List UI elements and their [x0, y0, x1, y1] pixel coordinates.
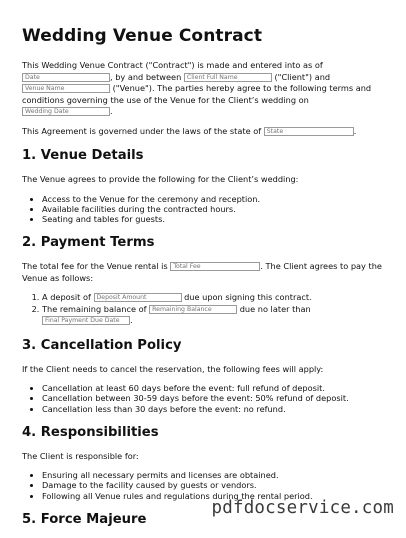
list-item: • Cancellation less than 30 days before the event: no refund. — [42, 404, 388, 414]
responsibilities-list — [22, 470, 388, 501]
date-field[interactable] — [22, 73, 110, 82]
intro-text-2: , by and between — [110, 71, 182, 82]
list-item: • Damage to the facility caused by guests or vendors. — [42, 480, 388, 490]
payment-schedule-list — [22, 292, 388, 327]
section-3-heading: 3. Cancellation Policy — [22, 337, 182, 353]
contract-page — [22, 26, 388, 538]
section-5-heading: 5. Force Majeure — [22, 511, 147, 527]
payment-paragraph — [22, 261, 388, 284]
client-name-field[interactable] — [184, 73, 272, 82]
list-item — [42, 304, 388, 327]
governing-text-2: . — [353, 125, 357, 136]
watermark: pdfdocservice.com — [211, 498, 394, 518]
final-payment-date-field[interactable] — [42, 316, 130, 325]
payment-text-1: The total fee for the Venue rental is — [22, 261, 168, 272]
list-item — [42, 292, 388, 304]
deposit-text-1: A deposit of — [42, 292, 91, 303]
payment-text-2: . The Client agrees to pay the Venue as follows: — [22, 261, 382, 283]
governing-law-paragraph — [22, 126, 388, 138]
section-1-heading: 1. Venue Details — [22, 148, 144, 163]
balance-text-3: . — [130, 315, 133, 326]
intro-text-1: This Wedding Venue Contract ("Contract") is made and entered into as of — [22, 60, 323, 70]
wedding-date-field[interactable] — [22, 107, 110, 116]
deposit-amount-field[interactable] — [94, 293, 182, 302]
balance-text-1: The remaining balance of — [42, 303, 147, 314]
list-item: • Cancellation between 30-59 days before the event: 50% refund of deposit. — [42, 393, 388, 403]
intro-text-5: . — [110, 106, 113, 116]
deposit-text-2: due upon signing this contract. — [184, 292, 312, 303]
intro-paragraph — [22, 60, 388, 118]
document-title: Wedding Venue Contract — [22, 26, 263, 46]
cancellation-list — [22, 383, 388, 414]
intro-text-3: ("Client") and — [274, 71, 331, 82]
total-fee-field[interactable] — [170, 262, 260, 271]
list-item: • Available facilities during the contracted hours. — [42, 204, 388, 214]
venue-name-field[interactable] — [22, 84, 110, 93]
list-item: • Ensuring all necessary permits and licenses are obtained. — [42, 470, 388, 480]
section-2-heading: 2. Payment Terms — [22, 235, 155, 251]
section-3-lead: If the Client needs to cancel the reservation, the following fees will apply: — [22, 363, 324, 374]
section-1-lead: The Venue agrees to provide the following for the Client’s wedding: — [22, 174, 299, 184]
list-item: • Following all Venue rules and regulations during the rental period. — [42, 491, 388, 501]
list-item: • Cancellation at least 60 days before the event: full refund of deposit. — [42, 383, 388, 393]
section-4-lead: The Client is responsible for: — [22, 450, 139, 461]
list-item: • Seating and tables for guests. — [42, 214, 388, 224]
balance-text-2: due no later than — [239, 303, 311, 314]
governing-text-1: This Agreement is governed under the laws of the state of — [22, 125, 262, 136]
remaining-balance-field[interactable] — [149, 305, 237, 314]
list-item: • Access to the Venue for the ceremony and reception. — [42, 194, 388, 204]
section-4-heading: 4. Responsibilities — [22, 424, 159, 440]
intro-text-4: ("Venue"). The parties hereby agree to the following terms and conditions governing the use of the Venue for the Client’s wedding on — [22, 83, 372, 105]
state-field[interactable] — [264, 127, 354, 136]
venue-details-list — [22, 194, 388, 225]
